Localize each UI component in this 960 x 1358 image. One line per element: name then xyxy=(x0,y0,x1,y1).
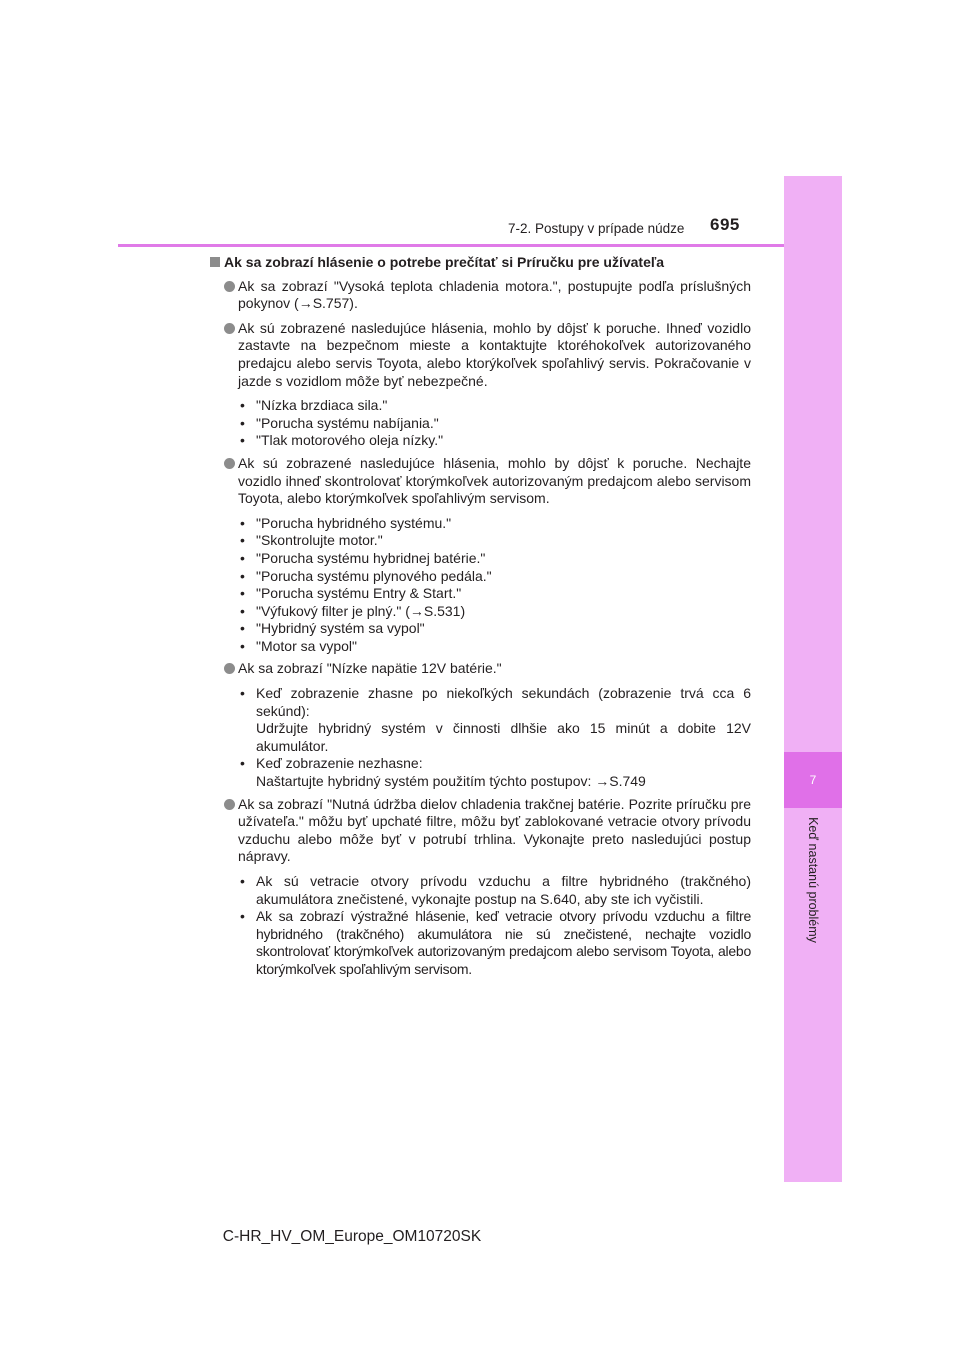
message-list xyxy=(210,397,751,450)
list-item: Ak sú zobrazené nasledujúce hlásenia, mohlo by dôjsť k poruche. Ihneď vozidlo zastavte na bezpečnom mieste a kontaktujte ktoréhokoľvek autorizovaného predajcu alebo servis Toyota, alebo ktorýkoľvek spoľahlivý servis. Pokračovanie v jazde s vozidlom môže byť nebezpečné. xyxy=(210,320,751,390)
square-bullet-icon xyxy=(210,257,220,267)
section-heading: Ak sa zobrazí hlásenie o potrebe prečítať si Príručku pre užívateľa xyxy=(210,254,751,272)
circle-bullet-icon xyxy=(224,458,235,469)
sub-list-item: • "Porucha systému plynového pedála." xyxy=(240,567,492,584)
circle-bullet-icon xyxy=(224,663,235,674)
list-item: Ak sa zobrazí "Vysoká teplota chladenia motora.", postupujte podľa príslušných pokynov (→S.757). xyxy=(210,278,751,313)
sub-list-item: • "Výfukový filter je plný." (→S.531) xyxy=(240,602,466,619)
sub-list-item: • Keď zobrazenie zhasne po niekoľkých sekundách (zobrazenie trvá cca 6 sekúnd): Udržujte hybridný systém v činnosti dlhšie ako 15 minút a dobite 12V akumulátor. xyxy=(240,685,751,754)
sub-list-item: • "Tlak motorového oleja nízky." xyxy=(240,432,444,449)
circle-bullet-icon xyxy=(224,281,235,292)
remedy-list xyxy=(210,873,751,979)
sub-list-item: • "Porucha hybridného systému." xyxy=(240,514,452,531)
chapter-number: 7 xyxy=(784,752,842,808)
sub-list-item: • "Porucha systému hybridnej batérie." xyxy=(240,549,486,566)
instruction-list xyxy=(210,685,751,791)
chapter-side-tab xyxy=(784,176,842,1182)
sub-list-item: • "Porucha systému nabíjania." xyxy=(240,414,439,431)
sub-list-item: • "Nízka brzdiaca sila." xyxy=(240,397,388,414)
sub-list-item: • "Porucha systému Entry & Start." xyxy=(240,585,462,602)
circle-bullet-icon xyxy=(224,323,235,334)
list-item: Ak sa zobrazí "Nízke napätie 12V batérie." xyxy=(210,660,751,678)
header-divider xyxy=(118,244,784,247)
page-content xyxy=(210,254,751,984)
sub-list-item: • "Hybridný systém sa vypol" xyxy=(240,620,425,637)
sub-list-item: • "Motor sa vypol" xyxy=(240,637,357,654)
sub-list-item: • Ak sa zobrazí výstražné hlásenie, keď vetracie otvory prívodu vzduchu a filtre hybridného (trakčného) akumulátora nie sú znečistené, nechajte vozidlo skontrolovať ktorýmkoľvek autorizovaným predajcom alebo servisom Toyota, alebo ktorýmkoľvek spoľahlivým servisom. xyxy=(240,908,751,977)
sub-list-item: • Keď zobrazenie nezhasne: Naštartujte hybridný systém použitím týchto postupov: →S.749 xyxy=(240,755,646,790)
circle-bullet-icon xyxy=(224,799,235,810)
list-item: Ak sú zobrazené nasledujúce hlásenia, mohlo by dôjsť k poruche. Nechajte vozidlo ihneď skontrolovať ktorýmkoľvek autorizovaným predajcom alebo servisom Toyota, alebo ktorýmkoľvek spoľahlivým servisom. xyxy=(210,455,751,508)
chapter-title: Keď nastanú problémy xyxy=(806,817,820,943)
sub-list-item: • Ak sú vetracie otvory prívodu vzduchu a filtre hybridného (trakčného) akumulátora znečistené, vykonajte postup na S.640, aby ste ich vyčistili. xyxy=(240,873,751,907)
document-footer: C-HR_HV_OM_Europe_OM10720SK xyxy=(222,1228,482,1245)
message-list xyxy=(210,515,751,656)
section-title: 7-2. Postupy v prípade núdze xyxy=(508,221,685,236)
list-item: Ak sa zobrazí "Nutná údržba dielov chladenia trakčnej batérie. Pozrite príručku pre užívateľa." môžu byť upchaté filtre, môžu byť zablokované vetracie otvory prívodu vzduchu alebo môže byť v potrubí trhlina. Vykonajte preto nasledujúci postup nápravy. xyxy=(210,796,751,866)
page-number: 695 xyxy=(710,215,740,234)
sub-list-item: • "Skontrolujte motor." xyxy=(240,532,383,549)
